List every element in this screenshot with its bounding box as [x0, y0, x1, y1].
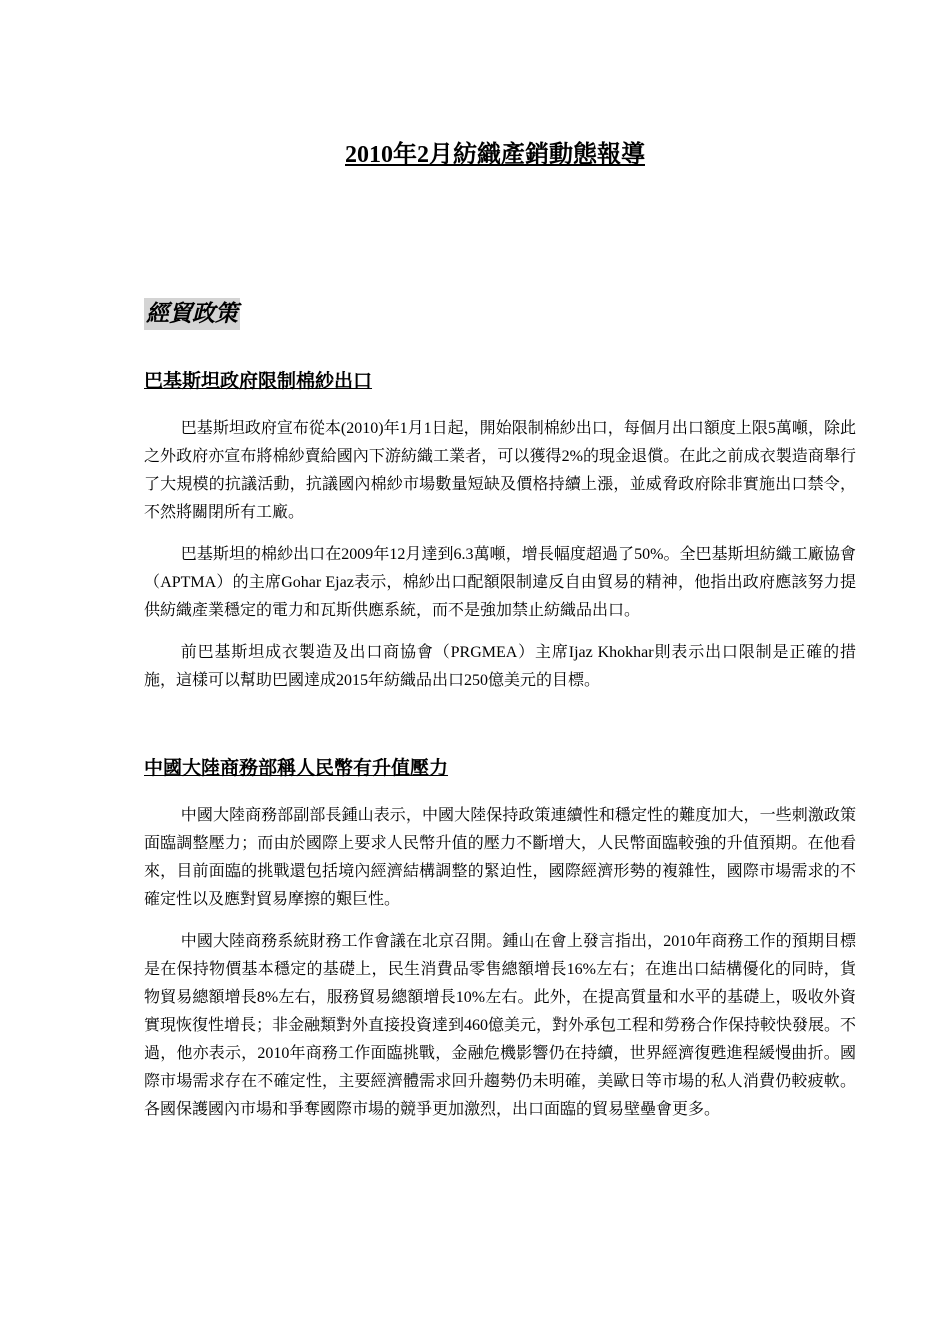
- section-heading: 經貿政策: [144, 298, 240, 330]
- article-paragraph: 巴基斯坦政府宣布從本(2010)年1月1日起，開始限制棉紗出口，每個月出口額度上限5萬噸，除此之外政府亦宣布將棉紗賣給國內下游紡織工業者，可以獲得2%的現金退償。在此之前成衣製造商舉行了大規模的抗議活動，抗議國內棉紗市場數量短缺及價格持續上漲，並威脅政府除非實施出口禁令，不然將關閉所有工廠。: [144, 420, 856, 521]
- article-paragraph: 中國大陸商務部副部長鍾山表示，中國大陸保持政策連續性和穩定性的難度加大，一些刺激政策面臨調整壓力；而由於國際上要求人民幣升值的壓力不斷增大，人民幣面臨較強的升值預期。在他看來，目前面臨的挑戰還包括境內經濟結構調整的緊迫性，國際經濟形勢的複雜性，國際市場需求的不確定性以及應對貿易摩擦的艱巨性。: [144, 807, 856, 908]
- article-paragraph: 中國大陸商務系統財務工作會議在北京召開。鍾山在會上發言指出，2010年商務工作的預期目標是在保持物價基本穩定的基礎上，民生消費品零售總額增長16%左右；在進出口結構優化的同時，貨物貿易總額增長8%左右，服務貿易總額增長10%左右。此外，在提高質量和水平的基礎上，吸收外資實現恢復性增長；非金融類對外直接投資達到460億美元，對外承包工程和勞務合作保持較快發展。不過，他亦表示，2010年商務工作面臨挑戰，金融危機影響仍在持續，世界經濟復甦進程緩慢曲折。國際市場需求存在不確定性，主要經濟體需求回升趨勢仍未明確，美歐日等市場的私人消費仍較疲軟。各國保護國內市場和爭奪國際市場的競爭更加激烈，出口面臨的貿易壁壘會更多。: [144, 933, 857, 1118]
- article-paragraph: 巴基斯坦的棉紗出口在2009年12月達到6.3萬噸，增長幅度超過了50%。全巴基斯坦紡織工廠協會（APTMA）的主席Gohar Ejaz表示，棉紗出口配額限制違反自由貿易的精神，他指出政府應該努力提供紡織產業穩定的電力和瓦斯供應系統，而不是強加禁止紡織品出口。: [144, 546, 856, 619]
- article-pakistan-cotton-yarn: [144, 369, 856, 709]
- article-china-rmb-appreciation: [144, 756, 856, 1138]
- article-title: 中國大陸商務部稱人民幣有升值壓力: [144, 758, 449, 779]
- article-title: 巴基斯坦政府限制棉紗出口: [144, 371, 373, 392]
- page-title: 2010年2月紡織產銷動態報導: [345, 142, 645, 168]
- article-paragraph: 前巴基斯坦成衣製造及出口商協會（PRGMEA）主席Ijaz Khokhar則表示出口限制是正確的措施，這樣可以幫助巴國達成2015年紡織品出口250億美元的目標。: [144, 644, 856, 689]
